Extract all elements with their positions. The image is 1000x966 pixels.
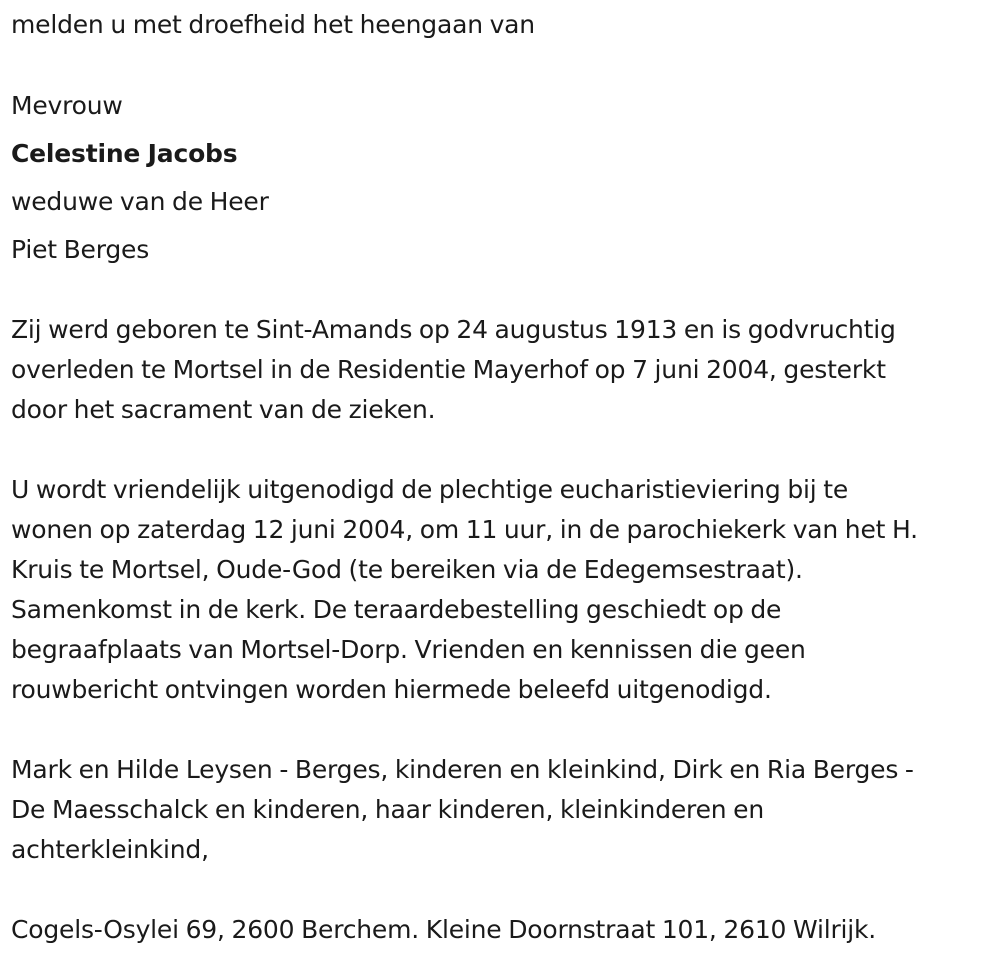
addresses-line: Cogels-Osylei 69, 2600 Berchem. Kleine Doornstraat 101, 2610 Wilrijk. — [11, 915, 877, 944]
paragraph-line: De Maesschalck en kinderen, haar kinderen, kleinkinderen en — [11, 795, 764, 824]
paragraph-line: Mark en Hilde Leysen - Berges, kinderen en kleinkind, Dirk en Ria Berges - — [11, 755, 914, 784]
paragraph-line: begraafplaats van Mortsel-Dorp. Vrienden en kennissen die geen — [11, 635, 806, 664]
paragraph-line: wonen op zaterdag 12 juni 2004, om 11 uur, in de parochiekerk van het H. — [11, 515, 918, 544]
widow-line: weduwe van de Heer — [11, 187, 269, 216]
paragraph-line: U wordt vriendelijk uitgenodigd de plechtige eucharistieviering bij te — [11, 475, 849, 504]
salutation: Mevrouw — [11, 91, 123, 120]
paragraph-line: achterkleinkind, — [11, 835, 209, 864]
paragraph-line: overleden te Mortsel in de Residentie Mayerhof op 7 juni 2004, gesterkt — [11, 355, 886, 384]
deceased-name: Celestine Jacobs — [11, 139, 238, 168]
paragraph-line: Zij werd geboren te Sint-Amands op 24 augustus 1913 en is godvruchtig — [11, 315, 896, 344]
paragraph-line: door het sacrament van de zieken. — [11, 395, 436, 424]
intro-text: melden u met droefheid het heengaan van — [11, 10, 535, 39]
paragraph-line: Samenkomst in de kerk. De teraardebestelling geschiedt op de — [11, 595, 782, 624]
spouse-name: Piet Berges — [11, 235, 150, 264]
paragraph-line: Kruis te Mortsel, Oude-God (te bereiken via de Edegemsestraat). — [11, 555, 803, 584]
paragraph-line: rouwbericht ontvingen worden hiermede beleefd uitgenodigd. — [11, 675, 772, 704]
